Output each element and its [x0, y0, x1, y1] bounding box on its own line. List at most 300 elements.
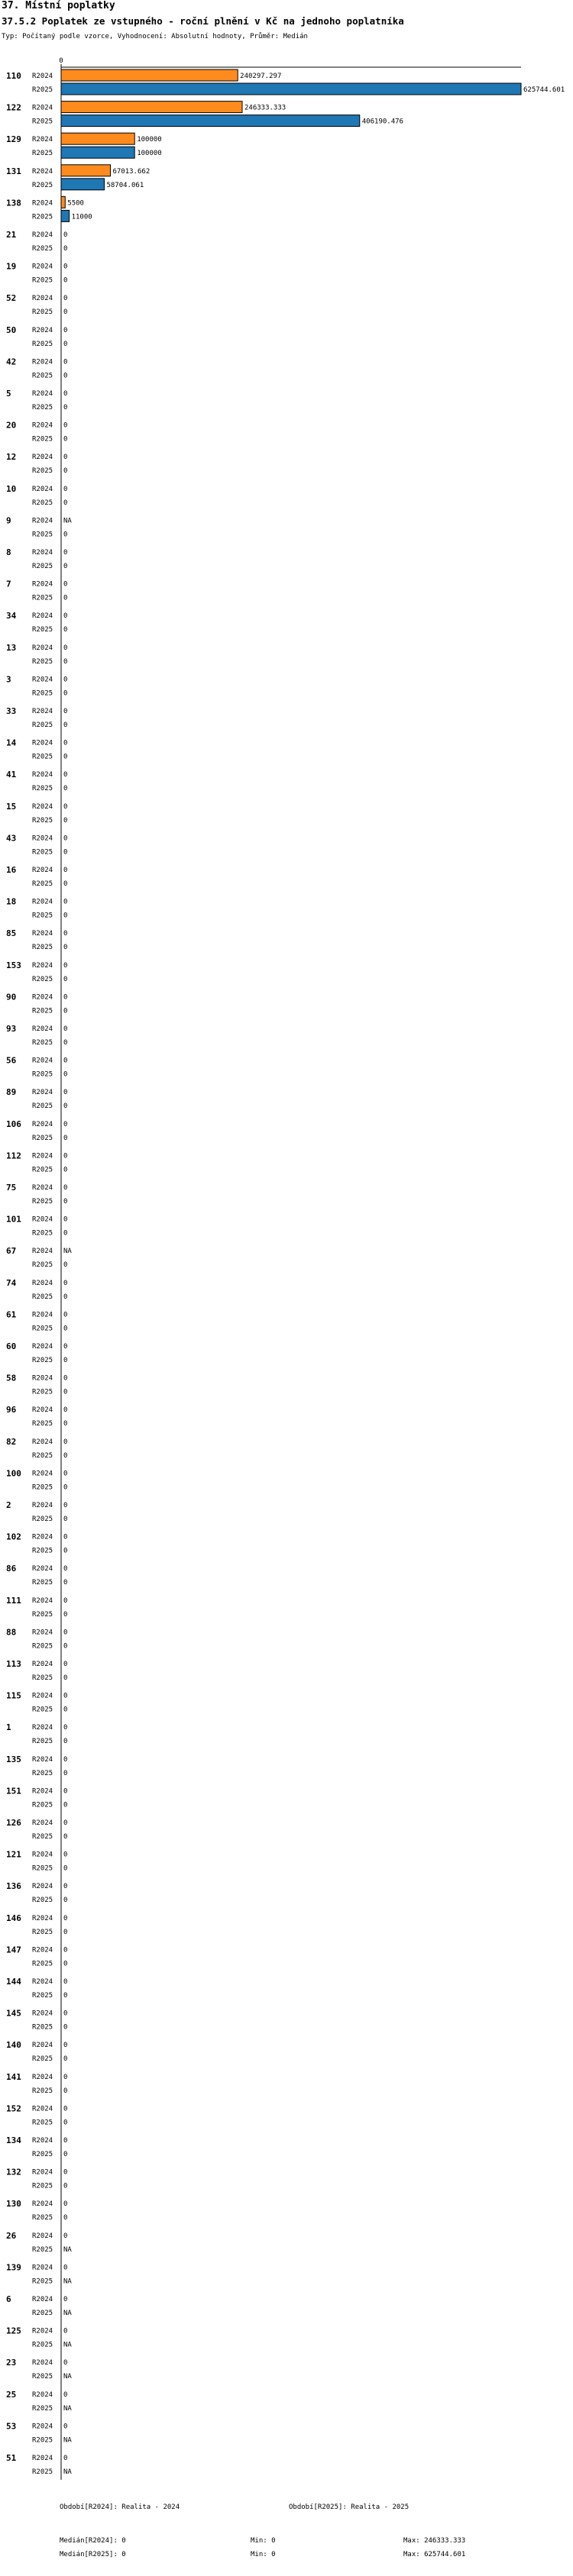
- category-label: 75: [6, 1183, 17, 1193]
- category-label: 121: [6, 1849, 21, 1860]
- data-label: 0: [63, 390, 68, 398]
- category-label: 126: [6, 1818, 21, 1828]
- data-label: 0: [63, 2327, 68, 2336]
- series-label-r2025: R2025: [32, 1769, 53, 1777]
- category-label: 82: [6, 1436, 17, 1447]
- category-label: 140: [6, 2040, 21, 2051]
- category-label: 146: [6, 1913, 21, 1923]
- data-label: 0: [63, 1706, 68, 1714]
- category-label: 93: [6, 1024, 17, 1034]
- data-label: 0: [63, 2296, 68, 2303]
- data-label: 0: [63, 1596, 68, 1605]
- data-label: 0: [63, 1819, 68, 1827]
- series-label-r2024: R2024: [32, 644, 53, 652]
- footer-min-r2024: Min: 0: [251, 2537, 276, 2545]
- series-label-r2024: R2024: [32, 1851, 53, 1859]
- series-label-r2024: R2024: [32, 2327, 53, 2336]
- series-label-r2024: R2024: [32, 1374, 53, 1383]
- category-label: 42: [6, 357, 17, 367]
- data-label: 0: [63, 993, 68, 1002]
- data-label: 0: [63, 2105, 68, 2113]
- series-label-r2025: R2025: [32, 499, 53, 507]
- series-label-r2024: R2024: [32, 390, 53, 398]
- category-label: 106: [6, 1119, 21, 1129]
- data-label: 0: [63, 1420, 68, 1428]
- data-label: 0: [63, 1769, 68, 1777]
- data-label: 0: [63, 454, 68, 462]
- data-label: NA: [63, 2341, 72, 2349]
- series-label-r2024: R2024: [32, 2009, 53, 2018]
- data-label: 0: [63, 1960, 68, 1968]
- series-label-r2025: R2025: [32, 2436, 53, 2445]
- data-label: 0: [63, 1406, 68, 1415]
- series-label-r2024: R2024: [32, 580, 53, 589]
- series-label-r2025: R2025: [32, 2055, 53, 2064]
- series-label-r2025: R2025: [32, 1642, 53, 1651]
- category-label: 135: [6, 1754, 21, 1764]
- footer-median-r2025: Medián[R2025]: 0: [60, 2551, 126, 2558]
- data-label: 0: [63, 340, 68, 348]
- series-label-r2024: R2024: [32, 2423, 53, 2431]
- series-label-r2025: R2025: [32, 1801, 53, 1809]
- series-label-r2025: R2025: [32, 785, 53, 793]
- series-label-r2024: R2024: [32, 1692, 53, 1700]
- series-label-r2025: R2025: [32, 1357, 53, 1364]
- data-label: 625744.601: [523, 86, 565, 94]
- data-label: 0: [63, 880, 68, 888]
- data-label: 0: [63, 1692, 68, 1700]
- series-label-r2025: R2025: [32, 404, 53, 412]
- category-label: 14: [6, 738, 17, 748]
- data-label: 0: [63, 358, 68, 366]
- category-label: 141: [6, 2071, 21, 2082]
- series-label-r2025: R2025: [32, 2245, 53, 2254]
- data-label: 0: [63, 1039, 68, 1047]
- category-label: 51: [6, 2453, 17, 2463]
- data-label: 0: [63, 1914, 68, 1922]
- data-label: 0: [63, 1007, 68, 1015]
- data-label: 0: [63, 1215, 68, 1224]
- data-label: 0: [63, 1629, 68, 1637]
- data-label: 0: [63, 1864, 68, 1873]
- series-label-r2024: R2024: [32, 771, 53, 780]
- series-label-r2025: R2025: [32, 245, 53, 253]
- category-label: 145: [6, 2008, 21, 2019]
- data-label: 0: [63, 549, 68, 557]
- category-label: 136: [6, 1881, 21, 1892]
- bar-r2025: [61, 115, 360, 127]
- category-label: 6: [6, 2294, 11, 2304]
- series-label-r2025: R2025: [32, 118, 53, 126]
- series-label-r2024: R2024: [32, 1819, 53, 1827]
- data-label: 0: [63, 2073, 68, 2081]
- data-label: 0: [63, 2232, 68, 2240]
- data-label: 0: [63, 2182, 68, 2190]
- series-label-r2025: R2025: [32, 2468, 53, 2476]
- series-label-r2024: R2024: [32, 1248, 53, 1256]
- series-label-r2024: R2024: [32, 2455, 53, 2462]
- data-label: 0: [63, 1152, 68, 1160]
- series-label-r2025: R2025: [32, 2151, 53, 2158]
- data-label: 0: [63, 404, 68, 412]
- series-label-r2025: R2025: [32, 1483, 53, 1492]
- series-label-r2024: R2024: [32, 898, 53, 906]
- series-label-r2024: R2024: [32, 2137, 53, 2145]
- data-label: 0: [63, 802, 68, 811]
- data-label: 0: [63, 1642, 68, 1651]
- bar-r2024: [61, 133, 134, 144]
- data-label: 0: [63, 676, 68, 684]
- series-label-r2025: R2025: [32, 594, 53, 602]
- series-label-r2025: R2025: [32, 912, 53, 920]
- chart-subtitle: Typ: Počítaný podle vzorce, Vyhodnocení: Absolutní hodnoty, Průměr: Medián: [2, 33, 308, 40]
- series-label-r2025: R2025: [32, 2182, 53, 2190]
- data-label: 0: [63, 2423, 68, 2431]
- data-label: 0: [63, 1261, 68, 1270]
- data-label: 0: [63, 1928, 68, 1936]
- category-label: 147: [6, 1945, 21, 1955]
- section-title: 37. Místní poplatky: [2, 0, 115, 11]
- category-label: 12: [6, 452, 17, 463]
- category-label: 89: [6, 1087, 17, 1098]
- series-label-r2024: R2024: [32, 1755, 53, 1764]
- data-label: 0: [63, 2137, 68, 2145]
- data-label: 0: [63, 816, 68, 825]
- data-label: 0: [63, 1198, 68, 1206]
- data-label: 0: [63, 898, 68, 906]
- data-label: 0: [63, 2200, 68, 2209]
- series-label-r2024: R2024: [32, 1438, 53, 1446]
- data-label: 0: [63, 975, 68, 983]
- category-label: 43: [6, 833, 17, 844]
- series-label-r2025: R2025: [32, 2214, 53, 2223]
- series-label-r2024: R2024: [32, 1152, 53, 1160]
- data-label: 0: [63, 2359, 68, 2368]
- footer-max-r2024: Max: 246333.333: [403, 2537, 466, 2545]
- series-label-r2024: R2024: [32, 199, 53, 208]
- series-label-r2024: R2024: [32, 517, 53, 525]
- data-label: NA: [63, 2373, 72, 2381]
- category-label: 130: [6, 2199, 21, 2210]
- series-label-r2025: R2025: [32, 2310, 53, 2317]
- series-label-r2024: R2024: [32, 1502, 53, 1509]
- series-label-r2025: R2025: [32, 1928, 53, 1936]
- series-label-r2024: R2024: [32, 167, 53, 176]
- data-label: 0: [63, 1438, 68, 1446]
- category-label: 19: [6, 261, 17, 272]
- category-label: 85: [6, 928, 17, 939]
- series-label-r2025: R2025: [32, 372, 53, 380]
- bar-r2025: [61, 179, 104, 190]
- category-label: 34: [6, 611, 17, 621]
- bar-r2025: [61, 83, 521, 95]
- category-label: 134: [6, 2135, 21, 2145]
- data-label: 100000: [137, 136, 162, 144]
- category-label: 96: [6, 1405, 17, 1416]
- data-label: 0: [63, 1851, 68, 1859]
- data-label: 0: [63, 1279, 68, 1287]
- series-label-r2024: R2024: [32, 1057, 53, 1065]
- series-label-r2024: R2024: [32, 358, 53, 366]
- series-label-r2024: R2024: [32, 1120, 53, 1128]
- data-label: 0: [63, 1801, 68, 1809]
- series-label-r2025: R2025: [32, 944, 53, 952]
- bar-r2024: [61, 165, 110, 176]
- series-label-r2025: R2025: [32, 2277, 53, 2286]
- data-label: 0: [63, 1978, 68, 1986]
- data-label: 0: [63, 1483, 68, 1492]
- series-label-r2024: R2024: [32, 708, 53, 715]
- category-label: 61: [6, 1309, 17, 1320]
- data-label: 0: [63, 739, 68, 747]
- data-label: 0: [63, 1388, 68, 1396]
- series-label-r2024: R2024: [32, 2232, 53, 2240]
- series-label-r2024: R2024: [32, 549, 53, 557]
- category-label: 115: [6, 1690, 21, 1701]
- series-label-r2024: R2024: [32, 2200, 53, 2209]
- data-label: 0: [63, 2168, 68, 2177]
- data-label: NA: [63, 2245, 72, 2254]
- data-label: 0: [63, 657, 68, 666]
- data-label: 100000: [137, 150, 162, 158]
- category-label: 132: [6, 2167, 21, 2177]
- series-label-r2025: R2025: [32, 1896, 53, 1905]
- data-label: 0: [63, 1547, 68, 1555]
- series-label-r2025: R2025: [32, 816, 53, 825]
- series-label-r2025: R2025: [32, 181, 53, 189]
- series-label-r2025: R2025: [32, 1833, 53, 1841]
- category-label: 67: [6, 1246, 17, 1257]
- data-label: 0: [63, 372, 68, 380]
- series-label-r2025: R2025: [32, 1547, 53, 1555]
- series-label-r2025: R2025: [32, 689, 53, 698]
- series-label-r2025: R2025: [32, 563, 53, 570]
- data-label: 0: [63, 1674, 68, 1682]
- data-label: 0: [63, 563, 68, 570]
- series-label-r2024: R2024: [32, 1596, 53, 1605]
- data-label: 0: [63, 1565, 68, 1574]
- category-label: 101: [6, 1214, 21, 1225]
- series-label-r2025: R2025: [32, 1229, 53, 1238]
- series-label-r2025: R2025: [32, 340, 53, 348]
- series-label-r2024: R2024: [32, 612, 53, 621]
- series-label-r2025: R2025: [32, 1420, 53, 1428]
- series-label-r2025: R2025: [32, 2404, 53, 2413]
- series-label-r2025: R2025: [32, 753, 53, 761]
- data-label: 0: [63, 1610, 68, 1619]
- data-label: 0: [63, 1883, 68, 1891]
- data-label: 0: [63, 1738, 68, 1746]
- series-label-r2024: R2024: [32, 2168, 53, 2177]
- series-label-r2024: R2024: [32, 73, 53, 80]
- data-label: 0: [63, 467, 68, 476]
- data-label: 0: [63, 1516, 68, 1523]
- series-label-r2025: R2025: [32, 975, 53, 983]
- data-label: NA: [63, 2277, 72, 2286]
- category-label: 122: [6, 102, 21, 113]
- series-label-r2024: R2024: [32, 1883, 53, 1891]
- series-label-r2025: R2025: [32, 1166, 53, 1174]
- category-label: 2: [6, 1500, 11, 1510]
- category-label: 139: [6, 2262, 21, 2273]
- series-label-r2025: R2025: [32, 213, 53, 221]
- series-label-r2024: R2024: [32, 2359, 53, 2368]
- data-label: 406190.476: [361, 118, 403, 126]
- series-label-r2024: R2024: [32, 802, 53, 811]
- series-label-r2024: R2024: [32, 1629, 53, 1637]
- category-label: 3: [6, 674, 11, 685]
- data-label: 0: [63, 308, 68, 317]
- series-label-r2025: R2025: [32, 1007, 53, 1015]
- series-label-r2024: R2024: [32, 867, 53, 874]
- category-label: 8: [6, 547, 11, 557]
- footer-period-r2025: Období[R2025]: Realita - 2025: [289, 2503, 410, 2511]
- data-label: 0: [63, 1325, 68, 1333]
- category-label: 7: [6, 579, 11, 589]
- series-label-r2025: R2025: [32, 1134, 53, 1142]
- series-label-r2025: R2025: [32, 435, 53, 444]
- series-label-r2025: R2025: [32, 2373, 53, 2381]
- series-label-r2025: R2025: [32, 1039, 53, 1047]
- data-label: 0: [63, 1343, 68, 1351]
- data-label: 0: [63, 1470, 68, 1478]
- series-label-r2024: R2024: [32, 263, 53, 271]
- footer-max-r2025: Max: 625744.601: [403, 2551, 466, 2558]
- category-label: 1: [6, 1722, 11, 1733]
- category-label: 56: [6, 1055, 17, 1066]
- series-label-r2024: R2024: [32, 2073, 53, 2081]
- data-label: 0: [63, 961, 68, 970]
- series-label-r2024: R2024: [32, 2264, 53, 2272]
- data-label: 0: [63, 1311, 68, 1319]
- series-label-r2024: R2024: [32, 1343, 53, 1351]
- data-label: 0: [63, 1896, 68, 1905]
- bar-r2025: [61, 147, 134, 158]
- data-label: 0: [63, 2151, 68, 2158]
- data-label: 0: [63, 531, 68, 539]
- category-label: 131: [6, 166, 21, 176]
- data-label: 0: [63, 1184, 68, 1192]
- data-label: 0: [63, 867, 68, 874]
- series-label-r2024: R2024: [32, 2042, 53, 2050]
- data-label: 0: [63, 912, 68, 920]
- data-label: 0: [63, 626, 68, 634]
- data-label: 0: [63, 1089, 68, 1097]
- category-label: 5: [6, 389, 11, 399]
- data-label: 0: [63, 421, 68, 430]
- data-label: 0: [63, 326, 68, 334]
- bar-r2024: [61, 196, 65, 208]
- category-label: 25: [6, 2389, 17, 2400]
- data-label: 246333.333: [244, 104, 286, 112]
- series-label-r2024: R2024: [32, 1025, 53, 1033]
- data-label: 0: [63, 753, 68, 761]
- series-label-r2025: R2025: [32, 1388, 53, 1396]
- series-label-r2024: R2024: [32, 485, 53, 493]
- bar-r2024: [61, 69, 238, 81]
- footer-median-r2024: Medián[R2024]: 0: [60, 2537, 126, 2545]
- data-label: 0: [63, 944, 68, 952]
- category-label: 74: [6, 1277, 17, 1288]
- data-label: 0: [63, 1992, 68, 2000]
- series-label-r2025: R2025: [32, 1738, 53, 1746]
- category-label: 58: [6, 1373, 17, 1383]
- category-label: 100: [6, 1468, 21, 1479]
- data-label: 0: [63, 1166, 68, 1174]
- series-label-r2025: R2025: [32, 531, 53, 539]
- category-label: 110: [6, 71, 21, 81]
- series-label-r2025: R2025: [32, 2087, 53, 2095]
- data-label: 0: [63, 708, 68, 715]
- category-label: 86: [6, 1564, 17, 1574]
- category-label: 152: [6, 2103, 21, 2114]
- data-label: 0: [63, 263, 68, 271]
- category-label: 50: [6, 324, 17, 335]
- series-label-r2024: R2024: [32, 961, 53, 970]
- data-label: 0: [63, 499, 68, 507]
- data-label: NA: [63, 2310, 72, 2317]
- data-label: 0: [63, 1102, 68, 1111]
- series-label-r2024: R2024: [32, 676, 53, 684]
- data-label: 0: [63, 689, 68, 698]
- bar-r2025: [61, 210, 70, 221]
- category-label: 23: [6, 2358, 17, 2368]
- data-label: 0: [63, 1025, 68, 1033]
- data-label: 0: [63, 1357, 68, 1364]
- data-label: 11000: [71, 213, 92, 221]
- data-label: 0: [63, 2009, 68, 2018]
- series-label-r2024: R2024: [32, 1184, 53, 1192]
- category-label: 41: [6, 770, 17, 780]
- series-label-r2024: R2024: [32, 1279, 53, 1287]
- category-label: 112: [6, 1151, 21, 1161]
- series-label-r2024: R2024: [32, 1311, 53, 1319]
- series-label-r2025: R2025: [32, 1992, 53, 2000]
- series-label-r2025: R2025: [32, 880, 53, 888]
- series-label-r2024: R2024: [32, 136, 53, 144]
- data-label: 0: [63, 612, 68, 621]
- data-label: 0: [63, 276, 68, 285]
- category-label: 53: [6, 2421, 17, 2432]
- data-label: 0: [63, 594, 68, 602]
- series-label-r2024: R2024: [32, 739, 53, 747]
- data-label: 0: [63, 1229, 68, 1238]
- series-label-r2024: R2024: [32, 1914, 53, 1922]
- series-label-r2024: R2024: [32, 454, 53, 462]
- series-label-r2025: R2025: [32, 1610, 53, 1619]
- series-label-r2025: R2025: [32, 308, 53, 317]
- series-label-r2024: R2024: [32, 834, 53, 843]
- data-label: 5500: [67, 199, 84, 208]
- category-label: 33: [6, 706, 17, 716]
- series-label-r2025: R2025: [32, 86, 53, 94]
- series-label-r2024: R2024: [32, 993, 53, 1002]
- data-label: NA: [63, 2436, 72, 2445]
- data-label: 0: [63, 1502, 68, 1509]
- series-label-r2024: R2024: [32, 1946, 53, 1955]
- series-label-r2025: R2025: [32, 276, 53, 285]
- category-label: 138: [6, 198, 21, 208]
- series-label-r2024: R2024: [32, 2296, 53, 2303]
- data-label: 0: [63, 848, 68, 857]
- category-label: 18: [6, 896, 17, 907]
- chart-title: 37.5.2 Poplatek ze vstupného - roční plnění v Kč na jednoho poplatníka: [2, 15, 404, 27]
- category-label: 90: [6, 992, 17, 1002]
- data-label: 0: [63, 1755, 68, 1764]
- series-label-r2025: R2025: [32, 1261, 53, 1270]
- data-label: 0: [63, 2119, 68, 2127]
- series-label-r2024: R2024: [32, 1565, 53, 1574]
